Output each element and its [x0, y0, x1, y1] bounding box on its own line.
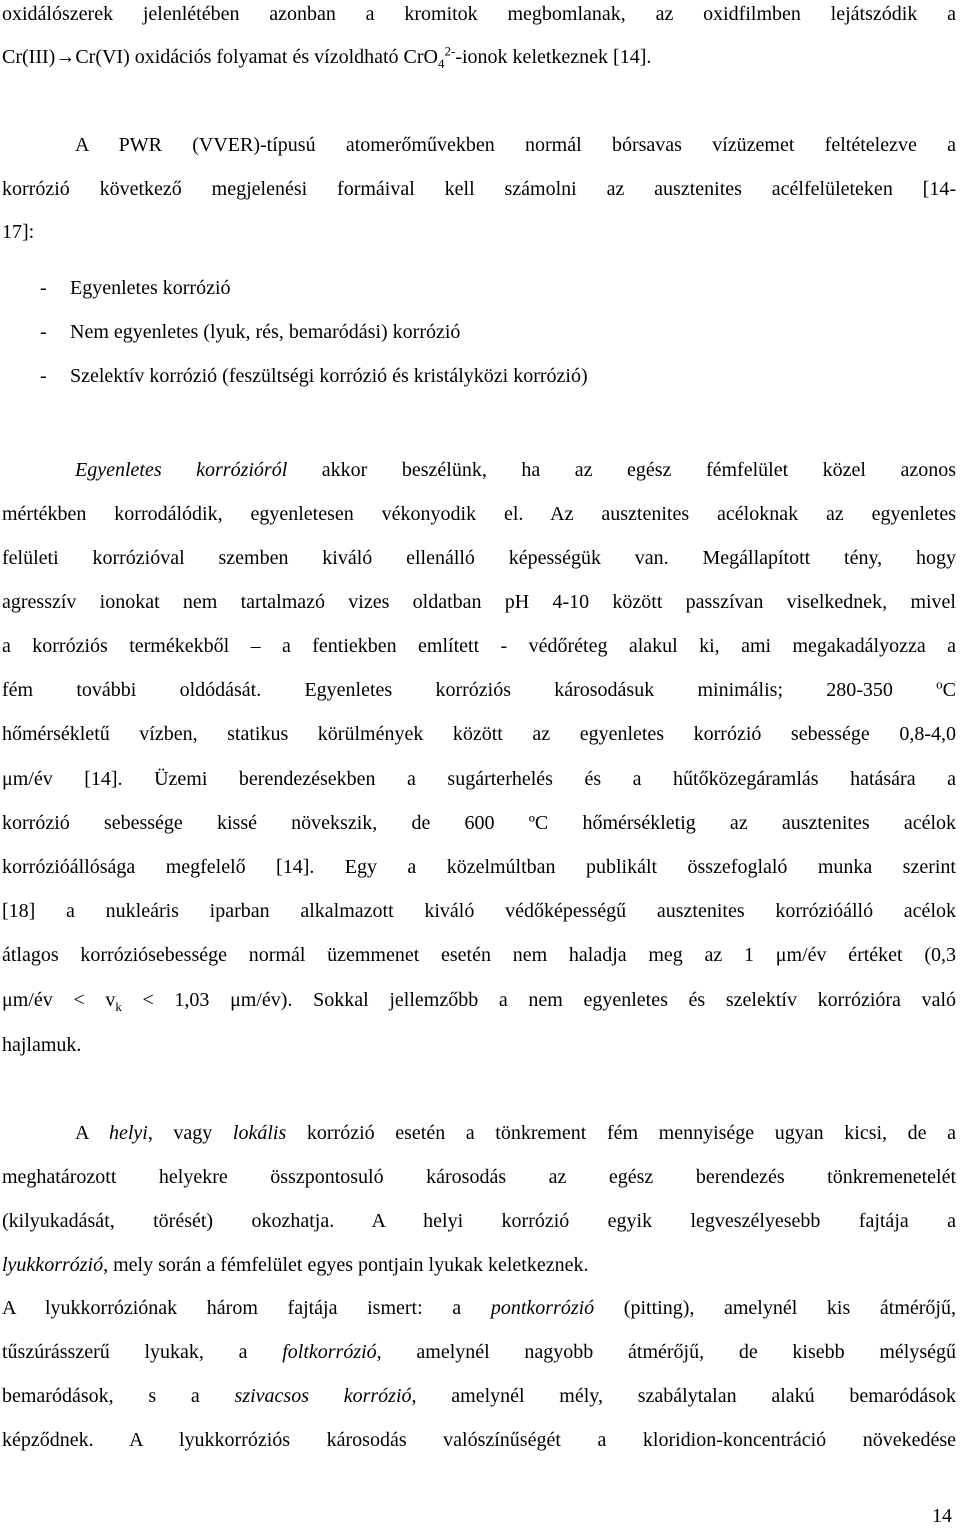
dash-bullet: -	[40, 277, 47, 299]
uniform-line-4: agresszív ionokat nem tartalmazó vizes oldatban pH 4-10 között passzívan viselkednek, mivel	[2, 591, 956, 613]
uniform-line-1: Egyenletes korrózióról akkor beszélünk, ha az egész fémfelület közel azonos	[75, 459, 957, 481]
uniform-line-8: μm/év [14]. Üzemi berendezésekben a sugárterhelés és a hűtőközegáramlás hatására a	[2, 768, 956, 790]
page-number: 14	[932, 1505, 952, 1527]
intro-line-2: Cr(III)→Cr(VI) oxidációs folyamat és vízoldható CrO$_4^{2-}$-ionok keletkeznek [14].	[2, 43, 652, 71]
dash-bullet: -	[40, 365, 47, 387]
uniform-line-10: korrózióállósága megfelelő [14]. Egy a közelmúltban publikált összefoglaló munka szerint	[2, 856, 956, 878]
intro-line-1: oxidálószerek jelenlétében azonban a kromitok megbomlanak, az oxidfilmben lejátszódik a	[2, 3, 956, 25]
uniform-line-2: mértékben korrodálódik, egyenletesen vékonyodik el. Az ausztenites acéloknak az egyenletes	[2, 503, 956, 525]
pwr-line-2: korrózió következő megjelenési formáival kell számolni az ausztenites acélfelületeken [14-	[2, 178, 956, 200]
uniform-line-14: hajlamuk.	[2, 1034, 82, 1056]
uniform-line-13: μm/év < $v_k < 1,03$ μm/év). Sokkal jellemzőbb a nem egyenletes és szelektív korrózióra való	[2, 989, 957, 1014]
arrow-glyph: →	[55, 46, 76, 68]
pitting-line-2: tűszúrásszerű lyukak, a foltkorrózió, amelynél nagyobb átmérőjű, de kisebb mélységű	[2, 1341, 957, 1363]
pitting-line-1: A lyukkorróziónak három fajtája ismert: a pontkorrózió (pitting), amelynél kis átmérőjű,	[2, 1297, 956, 1319]
uniform-line-3: felületi korrózióval szemben kiváló ellenálló képességük van. Megállapított tény, hogy	[2, 547, 956, 569]
pitting-line-3: bemaródások, s a szivacsos korrózió, amelynél mély, szabálytalan alakú bemaródások	[2, 1385, 957, 1407]
dash-bullet: -	[40, 321, 47, 343]
local-line-4: lyukkorrózió, mely során a fémfelület egyes pontjain lyukak keletkeznek.	[2, 1254, 589, 1276]
local-line-3: (kilyukadását, törését) okozhatja. A helyi korrózió egyik legveszélyesebb fajtája a	[2, 1210, 956, 1232]
uniform-line-6: fém további oldódását. Egyenletes korróziós károsodásuk minimális; 280-350 $^o$C	[2, 676, 957, 701]
pwr-line-1: A PWR (VVER)-típusú atomerőművekben normál bórsavas vízüzemet feltételezve a	[75, 134, 956, 156]
uniform-line-11: [18] a nukleáris iparban alkalmazott kiváló védőképességű ausztenites korrózióálló acélok	[2, 900, 956, 922]
uniform-line-12: átlagos korróziósebessége normál üzemmenet esetén nem haladja meg az 1 μm/év értéket (0,3	[2, 944, 956, 966]
list-item: - Szelektív korrózió (feszültségi korrózió és kristályközi korrózió)	[40, 365, 588, 387]
local-line-2: meghatározott helyekre összpontosuló károsodás az egész berendezés tönkremenetelét	[2, 1166, 956, 1188]
uniform-line-9: korrózió sebessége kissé növekszik, de 600 ºC hőmérsékletig az ausztenites acélok	[2, 812, 956, 834]
uniform-line-7: hőmérsékletű vízben, statikus körülmények között az egyenletes korrózió sebessége 0,8-4,0	[2, 723, 956, 745]
pitting-line-4: képződnek. A lyukkorróziós károsodás valószínűségét a kloridion-koncentráció növekedése	[2, 1429, 956, 1451]
pwr-line-3: 17]:	[2, 221, 35, 243]
list-item: - Egyenletes korrózió	[40, 277, 231, 299]
list-item: - Nem egyenletes (lyuk, rés, bemaródási) korrózió	[40, 321, 461, 343]
local-line-1: A helyi, vagy lokális korrózió esetén a tönkrement fém mennyisége ugyan kicsi, de a	[75, 1122, 956, 1144]
uniform-line-5: a korróziós termékekből – a fentiekben említett - védőréteg alakul ki, ami megakadályozza a	[2, 635, 956, 657]
